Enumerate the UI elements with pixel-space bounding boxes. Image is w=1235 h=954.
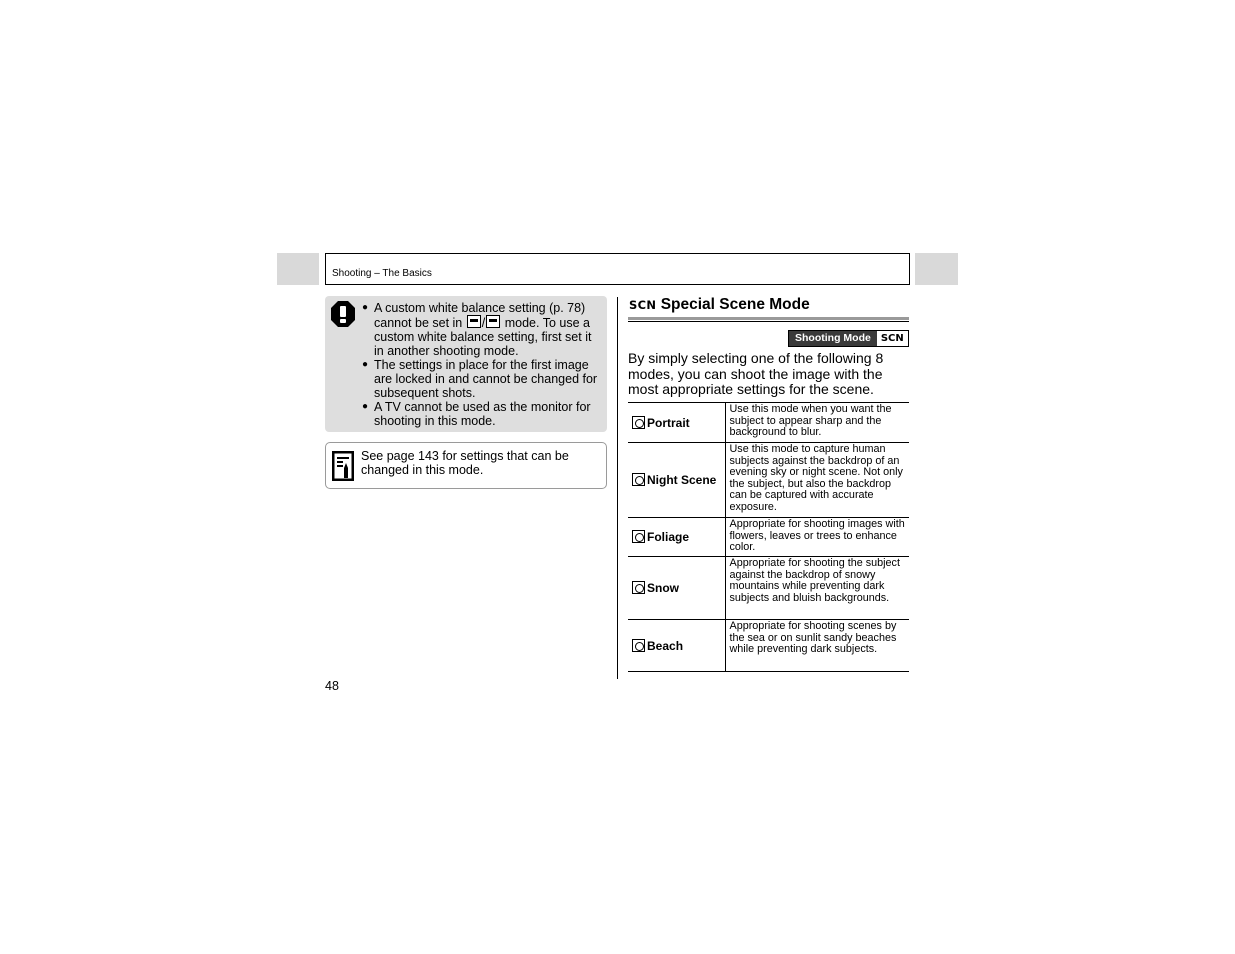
mode-desc: Use this mode when you want the subject to appear sharp and the background to blur.	[725, 403, 909, 443]
icon-separator: /	[481, 316, 486, 330]
table-row	[628, 443, 909, 518]
table-row	[628, 620, 909, 672]
mode-name: Beach	[647, 638, 684, 653]
section-header	[325, 253, 910, 285]
caution-item-text: The settings in place for the first image are locked in and cannot be changed for subsequent shots.	[374, 358, 598, 400]
portrait-icon	[632, 416, 645, 429]
foliage-icon	[632, 530, 645, 543]
shooting-mode-label: Shooting Mode	[789, 331, 877, 346]
right-tab	[915, 253, 958, 285]
caution-item	[362, 400, 602, 428]
mode-name: Snow	[647, 581, 679, 596]
title-rule-grey	[628, 317, 909, 320]
page-number: 48	[325, 679, 339, 693]
night-scene-icon	[632, 473, 645, 486]
snow-icon	[632, 581, 645, 594]
note-text: See page 143 for settings that can be changed in this mode.	[361, 449, 569, 477]
caution-item-text: mode. To use a custom white balance setting, first set it in another shooting mode.	[374, 316, 592, 358]
stitch-assist-icon	[467, 315, 481, 328]
mode-desc: Use this mode to capture human subjects against the backdrop of an evening sky or night scene. Not only the subject, but also the backdrop can be captured with accurate exposure.	[725, 443, 909, 518]
mode-name-cell	[628, 557, 725, 620]
column-divider	[617, 297, 618, 679]
mode-name-cell	[628, 518, 725, 557]
mode-desc: Appropriate for shooting scenes by the sea or on sunlit sandy beaches while preventing dark subjects.	[725, 620, 909, 672]
caution-item	[362, 358, 602, 400]
intro-text: By simply selecting one of the following 8 modes, you can shoot the image with the most appropriate settings for the scene.	[628, 350, 884, 397]
shooting-mode-value: SCN	[880, 333, 904, 344]
mode-name: Foliage	[647, 530, 690, 545]
left-tab	[277, 253, 319, 285]
memo-icon	[331, 450, 355, 482]
section-header-text: Shooting – The Basics	[332, 268, 432, 279]
movie-icon	[486, 315, 500, 328]
note-box	[325, 442, 607, 489]
mode-name: Portrait	[647, 415, 690, 430]
mode-name-cell	[628, 403, 725, 443]
table-row	[628, 403, 909, 443]
scene-mode-table	[628, 402, 909, 672]
caution-list	[362, 301, 602, 428]
caution-item-text: A custom white balance setting (p. 78) cannot be set in	[374, 301, 586, 330]
title-rule-black	[628, 321, 909, 322]
mode-desc: Appropriate for shooting images with flowers, leaves or trees to enhance color.	[725, 518, 909, 557]
scn-prefix: SCN	[629, 298, 657, 312]
mode-name: Night Scene	[647, 473, 717, 488]
table-row	[628, 557, 909, 620]
mode-desc: Appropriate for shooting the subject against the backdrop of snowy mountains while preventing dark subjects and bluish backgrounds.	[725, 557, 909, 620]
page-title: Special Scene Mode	[660, 296, 810, 313]
caution-box	[325, 296, 607, 432]
section-title-row	[629, 296, 909, 316]
caution-item-text: A TV cannot be used as the monitor for shooting in this mode.	[374, 400, 591, 428]
caution-icon	[330, 300, 356, 328]
caution-item	[362, 301, 602, 358]
table-row	[628, 518, 909, 557]
mode-name-cell	[628, 620, 725, 672]
shooting-mode-badge	[788, 330, 909, 347]
beach-icon	[632, 639, 645, 652]
mode-name-cell	[628, 443, 725, 518]
